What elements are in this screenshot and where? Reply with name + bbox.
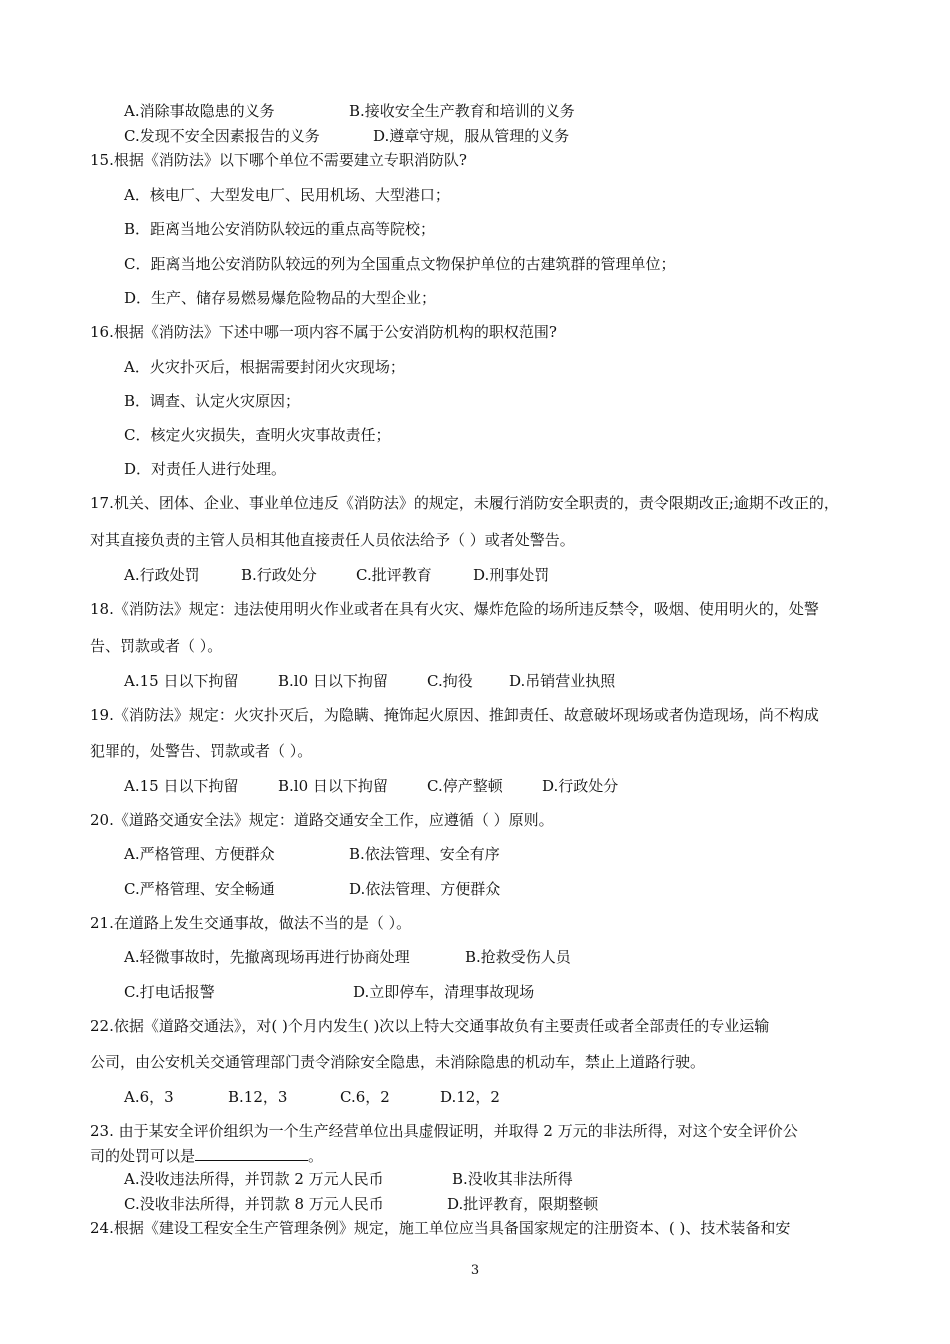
q23-stem-line1: 23. 由于某安全评价组织为一个生产经营单位出具虚假证明，并取得 2 万元的非法所得，对这个安全评价公 bbox=[90, 1122, 798, 1140]
q23-stem-end: 。 bbox=[308, 1147, 324, 1165]
q23-option-c: C.没收非法所得，并罚款 8 万元人民币 bbox=[124, 1195, 384, 1213]
q20-option-d: D.依法管理、方便群众 bbox=[349, 880, 501, 898]
q17-option-b: B.行政处分 bbox=[241, 566, 317, 584]
q21-option-b: B.抢救受伤人员 bbox=[465, 948, 571, 966]
q19-option-c: C.停产整顿 bbox=[427, 777, 503, 795]
q23-option-b: B.没收其非法所得 bbox=[452, 1170, 573, 1188]
q17-stem-line2: 对其直接负责的主管人员相其他直接责任人员依法给予（ ）或者处警告。 bbox=[90, 531, 575, 549]
q23-option-d: D.批评教育，限期整顿 bbox=[447, 1195, 599, 1213]
q20-stem: 20.《道路交通安全法》规定：道路交通安全工作，应遵循（ ）原则。 bbox=[90, 811, 554, 829]
q22-stem-line1: 22.依据《道路交通法》，对( )个月内发生( )次以上特大交通事故负有主要责任或者全部责任的专业运输 bbox=[90, 1017, 770, 1035]
q15-stem: 15.根据《消防法》以下哪个单位不需要建立专职消防队? bbox=[90, 151, 467, 169]
q15-option-a: A．核电厂、大型发电厂、民用机场、大型港口； bbox=[124, 186, 450, 204]
q23-stem-text: 司的处罚可以是 bbox=[90, 1147, 196, 1165]
q17-option-d: D.刑事处罚 bbox=[473, 566, 550, 584]
q23-option-a: A.没收违法所得，并罚款 2 万元人民币 bbox=[124, 1170, 384, 1188]
q19-stem-line1: 19.《消防法》规定：火灾扑灭后，为隐瞒、掩饰起火原因、推卸责任、故意破坏现场或者伪造现场，尚不构成 bbox=[90, 706, 819, 724]
q20-option-b: B.依法管理、安全有序 bbox=[349, 845, 500, 863]
q24-stem-line1: 24.根据《建设工程安全生产管理条例》规定，施工单位应当具备国家规定的注册资本、( )、技术装备和安 bbox=[90, 1219, 791, 1237]
q16-option-d: D．对责任人进行处理。 bbox=[124, 460, 287, 478]
q15-option-b: B．距离当地公安消防队较远的重点高等院校； bbox=[124, 220, 436, 238]
q15-option-c: C．距离当地公安消防队较远的列为全国重点文物保护单位的古建筑群的管理单位； bbox=[124, 255, 676, 273]
q17-stem-line1: 17.机关、团体、企业、事业单位违反《消防法》的规定，未履行消防安全职责的，责令限期改正;逾期不改正的， bbox=[90, 494, 839, 512]
q22-option-b: B.12，3 bbox=[228, 1088, 288, 1106]
q22-option-d: D.12，2 bbox=[440, 1088, 500, 1106]
q16-stem: 16.根据《消防法》下述中哪一项内容不属于公安消防机构的职权范围? bbox=[90, 323, 557, 341]
q21-option-c: C.打电话报警 bbox=[124, 983, 215, 1001]
q16-option-b: B．调查、认定火灾原因； bbox=[124, 392, 301, 410]
q19-option-d: D.行政处分 bbox=[542, 777, 619, 795]
q18-option-a: A.15 日以下拘留 bbox=[124, 672, 239, 690]
q16-option-a: A．火灾扑灭后，根据需要封闭火灾现场； bbox=[124, 358, 405, 376]
q18-option-b: B.l0 日以下拘留 bbox=[278, 672, 388, 690]
q18-option-c: C.拘役 bbox=[427, 672, 473, 690]
q18-stem-line1: 18.《消防法》规定：违法使用明火作业或者在具有火灾、爆炸危险的场所违反禁令，吸烟、使用明火的，处警 bbox=[90, 600, 819, 618]
q17-option-c: C.批评教育 bbox=[356, 566, 432, 584]
q19-option-b: B.l0 日以下拘留 bbox=[278, 777, 388, 795]
q20-option-a: A.严格管理、方便群众 bbox=[124, 845, 275, 863]
q18-option-d: D.吊销营业执照 bbox=[509, 672, 616, 690]
q22-stem-line2: 公司，由公安机关交通管理部门责令消除安全隐患，未消除隐患的机动车，禁止上道路行驶。 bbox=[90, 1053, 706, 1071]
q21-stem: 21.在道路上发生交通事故，做法不当的是（ ）。 bbox=[90, 914, 412, 932]
q18-stem-line2: 告、罚款或者（ ）。 bbox=[90, 637, 223, 655]
q14-option-c: C.发现不安全因素报告的义务 bbox=[124, 127, 320, 145]
answer-blank bbox=[195, 1146, 308, 1161]
q15-option-d: D．生产、储存易燃易爆危险物品的大型企业； bbox=[124, 289, 437, 307]
q22-option-c: C.6，2 bbox=[340, 1088, 390, 1106]
q19-option-a: A.15 日以下拘留 bbox=[124, 777, 239, 795]
q17-option-a: A.行政处罚 bbox=[124, 566, 200, 584]
q14-option-a: A.消除事故隐患的义务 bbox=[124, 102, 275, 120]
q14-option-b: B.接收安全生产教育和培训的义务 bbox=[349, 102, 575, 120]
q21-option-d: D.立即停车，清理事故现场 bbox=[353, 983, 535, 1001]
q14-option-d: D.遵章守规，服从管理的义务 bbox=[373, 127, 570, 145]
q21-option-a: A.轻微事故时，先撤离现场再进行协商处理 bbox=[124, 948, 410, 966]
q20-option-c: C.严格管理、安全畅通 bbox=[124, 880, 275, 898]
q16-option-c: C．核定火灾损失，查明火灾事故责任； bbox=[124, 426, 391, 444]
q23-stem-line2 bbox=[90, 1146, 323, 1165]
q22-option-a: A.6，3 bbox=[124, 1088, 174, 1106]
q19-stem-line2: 犯罪的，处警告、罚款或者（ ）。 bbox=[90, 742, 313, 760]
page-number: 3 bbox=[470, 1263, 480, 1278]
